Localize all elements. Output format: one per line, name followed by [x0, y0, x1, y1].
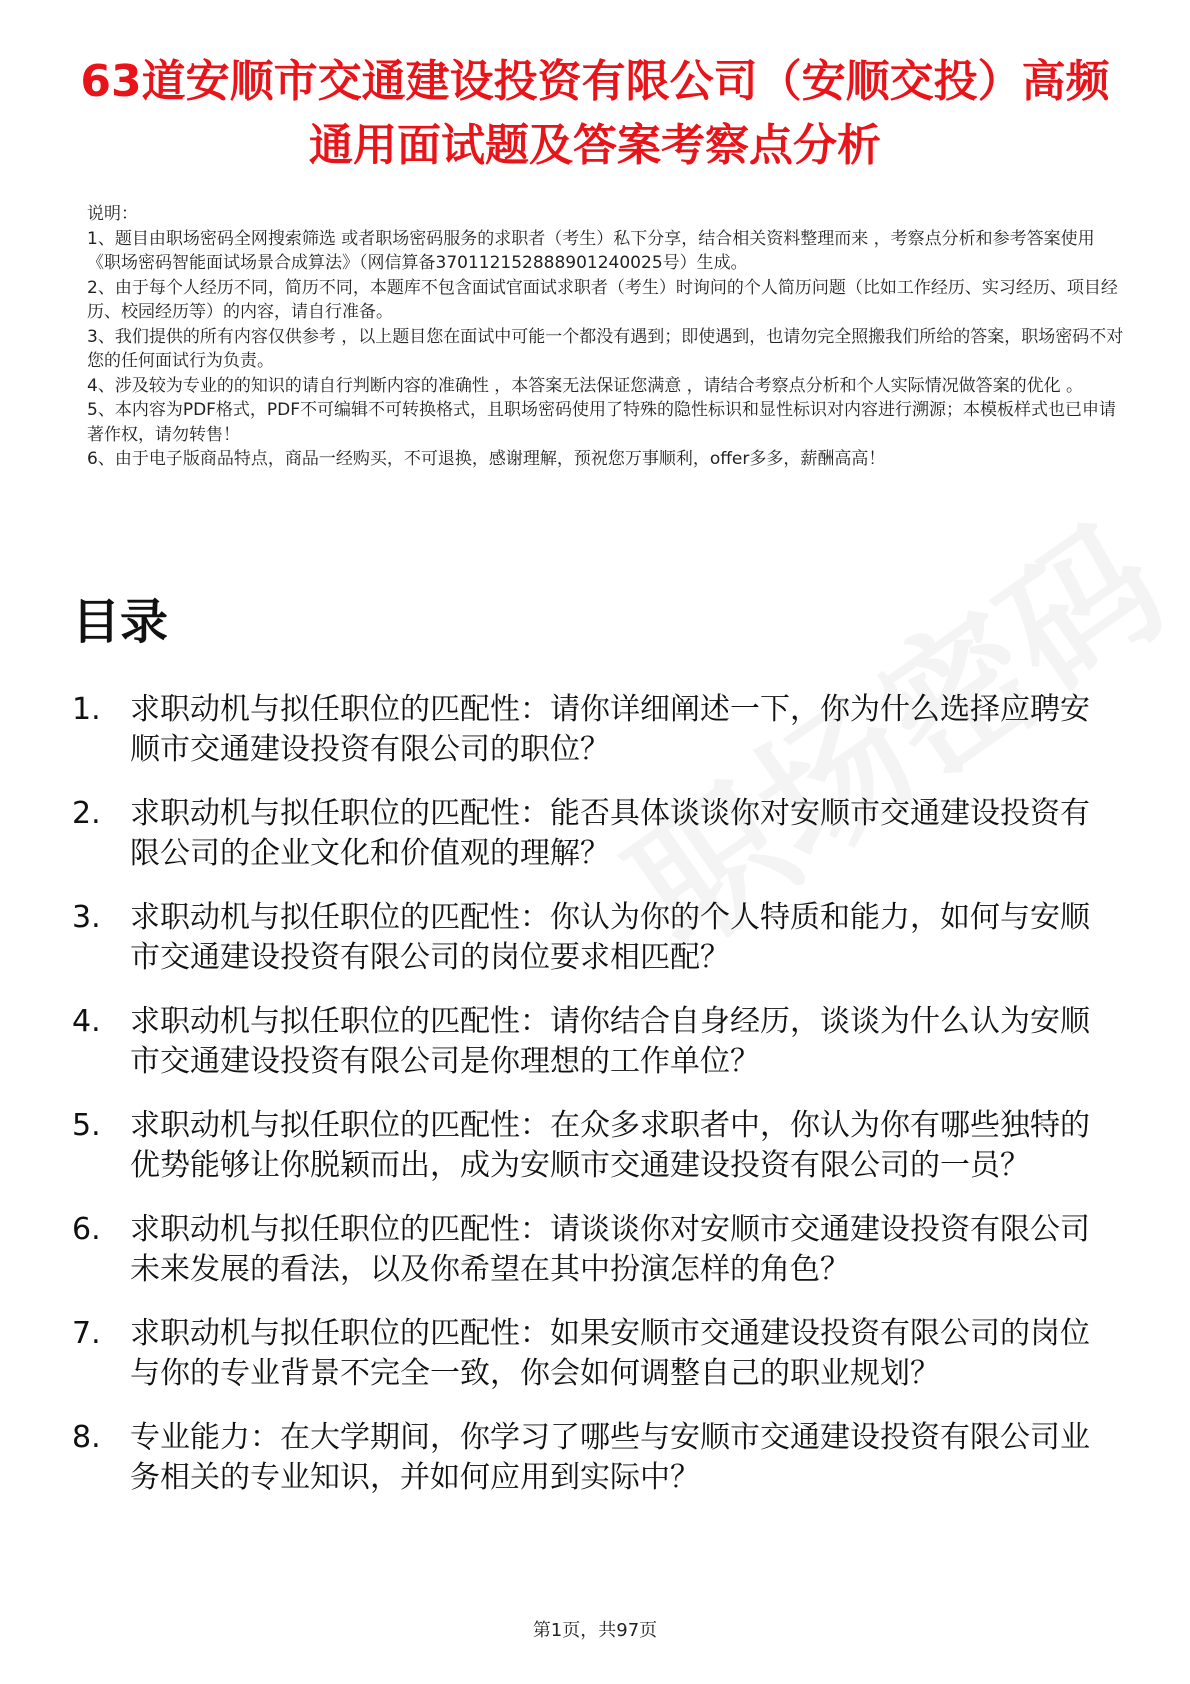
- toc-item-text: 求职动机与拟任职位的匹配性：请谈谈你对安顺市交通建设投资有限公司未来发展的看法，以及你希望在其中扮演怎样的角色？: [130, 1212, 1090, 1287]
- note-item: 6、由于电子版商品特点，商品一经购买，不可退换，感谢理解，预祝您万事顺利，offer多多，薪酬高高！: [87, 449, 886, 469]
- toc-item-text: 专业能力：在大学期间，你学习了哪些与安顺市交通建设投资有限公司业务相关的专业知识，并如何应用到实际中？: [130, 1420, 1090, 1495]
- instructions-block: [87, 202, 1127, 472]
- toc-item[interactable]: [72, 1002, 1112, 1082]
- toc-item-text: 求职动机与拟任职位的匹配性：如果安顺市交通建设投资有限公司的岗位与你的专业背景不完全一致，你会如何调整自己的职业规划？: [130, 1316, 1090, 1391]
- toc-item-number: 5.: [72, 1108, 101, 1143]
- note-item: 3、我们提供的所有内容仅供参考 ，以上题目您在面试中可能一个都没有遇到；即使遇到，也请勿完全照搬我们所给的答案，职场密码不对您的任何面试行为负责。: [87, 326, 1124, 371]
- toc-item-number: 2.: [72, 796, 101, 831]
- toc-item-number: 8.: [72, 1420, 101, 1455]
- toc-item-number: 1.: [72, 692, 101, 727]
- notes-heading: 说明：: [87, 204, 138, 224]
- toc-item[interactable]: [72, 1210, 1112, 1290]
- toc-item[interactable]: [72, 690, 1112, 770]
- page-number: 第1页，共97页: [532, 1620, 658, 1641]
- toc-item-text: 求职动机与拟任职位的匹配性：能否具体谈谈你对安顺市交通建设投资有限公司的企业文化和价值观的理解？: [130, 796, 1090, 871]
- toc-item-number: 7.: [72, 1316, 101, 1351]
- note-item: 4、涉及较为专业的的知识的请自行判断内容的准确性 ，本答案无法保证您满意 ，请结合考察点分析和个人实际情况做答案的优化 。: [87, 375, 1084, 396]
- page-title: 63道安顺市交通建设投资有限公司（安顺交投）高频通用面试题及答案考察点分析: [80, 56, 1110, 171]
- note-item: 2、由于每个人经历不同，简历不同，本题库不包含面试官面试求职者（考生）时询问的个人简历问题（比如工作经历、实习经历、项目经历、校园经历等）的内容，请自行准备。: [87, 277, 1118, 322]
- toc-item[interactable]: [72, 1418, 1112, 1498]
- note-item: 5、本内容为PDF格式，PDF不可编辑不可转换格式，且职场密码使用了特殊的隐性标识和显性标识对内容进行溯源；本模板样式也已申请著作权，请勿转售！: [87, 400, 1117, 445]
- toc-heading: 目录: [72, 594, 169, 650]
- table-of-contents: [72, 690, 1112, 1522]
- toc-item-number: 4.: [72, 1004, 101, 1039]
- toc-item-text: 求职动机与拟任职位的匹配性：在众多求职者中，你认为你有哪些独特的优势能够让你脱颖而出，成为安顺市交通建设投资有限公司的一员？: [130, 1108, 1090, 1183]
- toc-item[interactable]: [72, 898, 1112, 978]
- toc-item[interactable]: [72, 794, 1112, 874]
- toc-item-text: 求职动机与拟任职位的匹配性：请你详细阐述一下，你为什么选择应聘安顺市交通建设投资有限公司的职位？: [130, 692, 1090, 767]
- toc-item-text: 求职动机与拟任职位的匹配性：请你结合自身经历，谈谈为什么认为安顺市交通建设投资有限公司是你理想的工作单位？: [130, 1004, 1090, 1079]
- toc-item[interactable]: [72, 1314, 1112, 1394]
- note-item: 1、题目由职场密码全网搜索筛选 或者职场密码服务的求职者（考生）私下分享，结合相关资料整理而来 ，考察点分析和参考答案使用《职场密码智能面试场景合成算法》（网信算备370112152888901240025号）生成。: [87, 228, 1095, 273]
- toc-item-number: 6.: [72, 1212, 101, 1247]
- toc-item-number: 3.: [72, 900, 101, 935]
- toc-item-text: 求职动机与拟任职位的匹配性：你认为你的个人特质和能力，如何与安顺市交通建设投资有限公司的岗位要求相匹配？: [130, 900, 1090, 975]
- toc-item[interactable]: [72, 1106, 1112, 1186]
